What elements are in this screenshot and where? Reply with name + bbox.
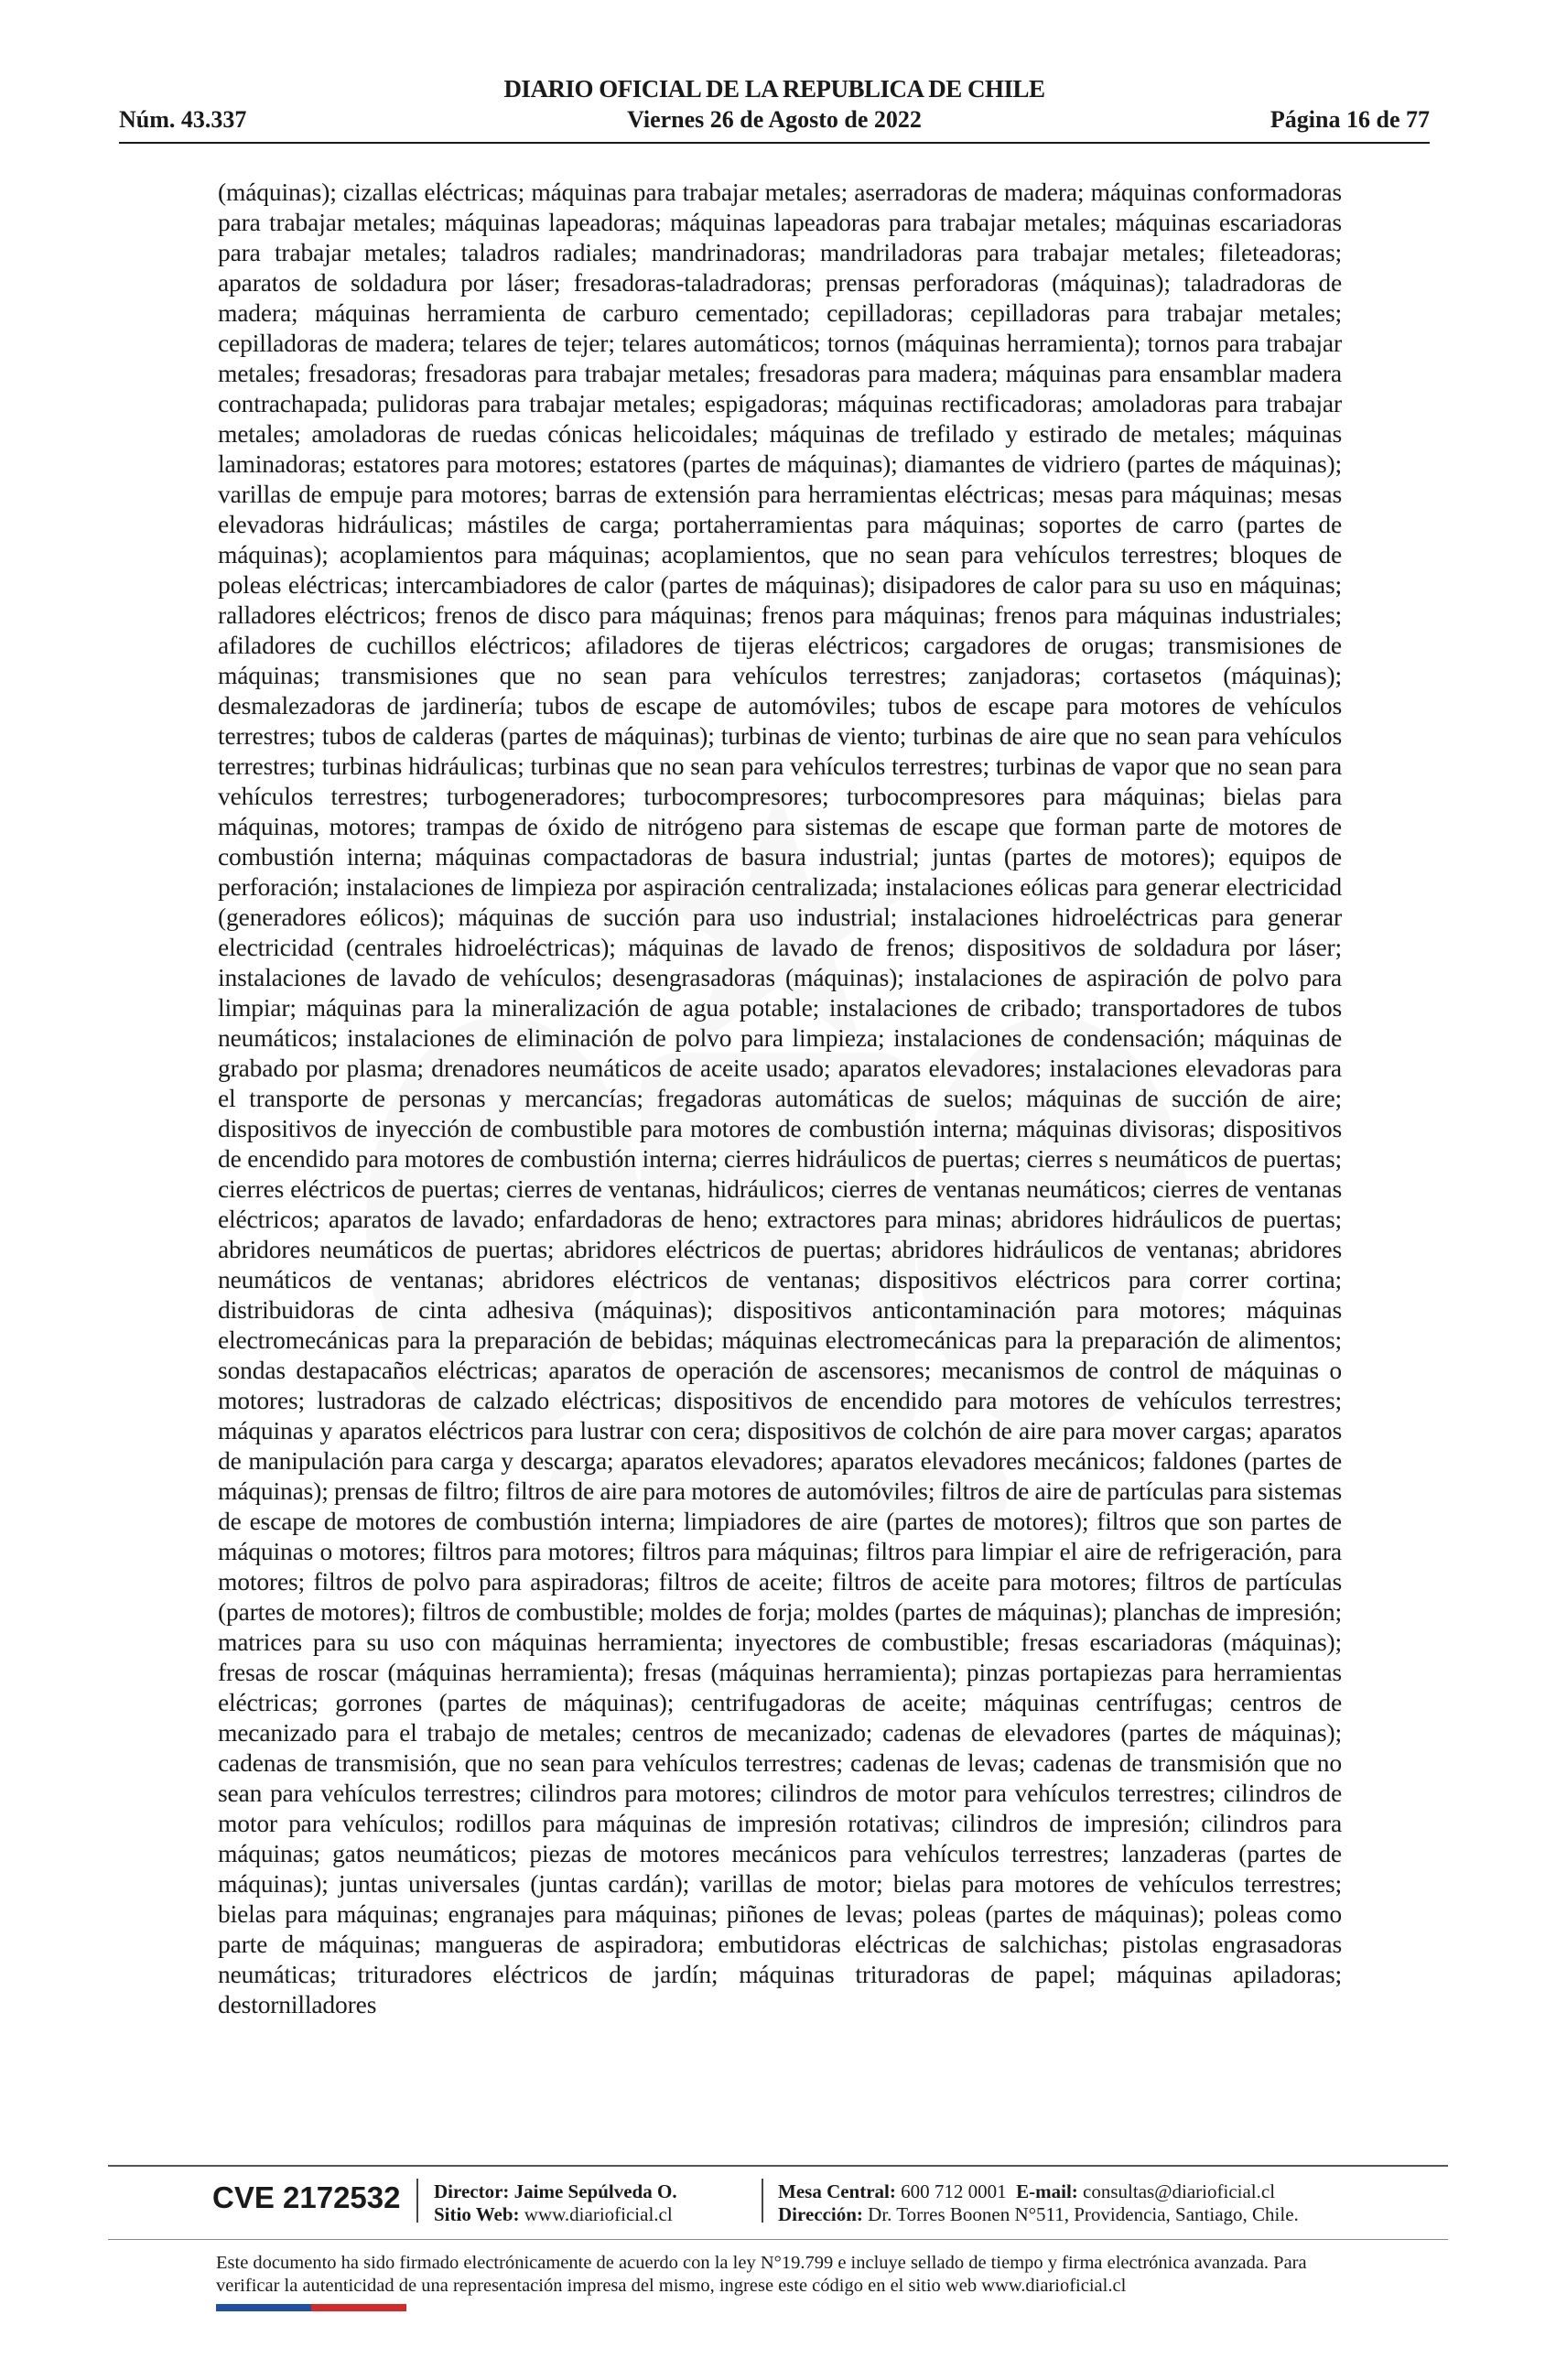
phone-label: Mesa Central: [778, 2180, 896, 2202]
director-info [434, 2180, 677, 2226]
issue-date: Viernes 26 de Agosto de 2022 [627, 106, 922, 133]
website-link[interactable]: www.diarioficial.cl [524, 2203, 673, 2225]
contact-info [778, 2180, 1299, 2226]
address-label: Dirección: [778, 2203, 863, 2225]
document-body-text: (máquinas); cizallas eléctricas; máquinas para trabajar metales; aserradoras de madera; máquinas conformadoras para trabajar metales; máquinas lapeadoras; máquinas lapeadoras para trabajar metales; máquinas escariadoras para trabajar metales; taladros radiales; mandrinadoras; mandriladoras para trabajar metales; fileteadoras; aparatos de soldadura por láser; fresadoras-taladradoras; prensas perforadoras (máquinas); taladradoras de madera; máquinas herramienta de carburo cementado; cepilladoras; cepilladoras para trabajar metales; cepilladoras de madera; telares de tejer; telares automáticos; tornos (máquinas herramienta); tornos para trabajar metales; fresadoras; fresadoras para trabajar metales; fresadoras para madera; máquinas para ensamblar madera contrachapada; pulidoras para trabajar metales; espigadoras; máquinas rectificadoras; amoladoras para trabajar metales; amoladoras de ruedas cónicas helicoidales; máquinas de trefilado y estirado de metales; máquinas laminadoras; estatores para motores; estatores (partes de máquinas); diamantes de vidriero (partes de máquinas); varillas de empuje para motores; barras de extensión para herramientas eléctricas; mesas para máquinas; mesas elevadoras hidráulicas; mástiles de carga; portaherramientas para máquinas; soportes de carro (partes de máquinas); acoplamientos para máquinas; acoplamientos, que no sean para vehículos terrestres; bloques de poleas eléctricas; intercambiadores de calor (partes de máquinas); disipadores de calor para su uso en máquinas; ralladores eléctricos; frenos de disco para máquinas; frenos para máquinas; frenos para máquinas industriales; afiladores de cuchillos eléctricos; afiladores de tijeras eléctricos; cargadores de orugas; transmisiones de máquinas; transmisiones que no sean para vehículos terrestres; zanjadoras; cortasetos (máquinas); desmalezadoras de jardinería; tubos de escape de automóviles; tubos de escape para motores de vehículos terrestres; tubos de calderas (partes de máquinas); turbinas de viento; turbinas de aire que no sean para vehículos terrestres; turbinas hidráulicas; turbinas que no sean para vehículos terrestres; turbinas de vapor que no sean para vehículos terrestres; turbogeneradores; turbocompresores; turbocompresores para máquinas; bielas para máquinas, motores; trampas de óxido de nitrógeno para sistemas de escape que forman parte de motores de combustión interna; máquinas compactadoras de basura industrial; juntas (partes de motores); equipos de perforación; instalaciones de limpieza por aspiración centralizada; instalaciones eólicas para generar electricidad (generadores eólicos); máquinas de succión para uso industrial; instalaciones hidroeléctricas para generar electricidad (centrales hidroeléctricas); máquinas de lavado de frenos; dispositivos de soldadura por láser; instalaciones de lavado de vehículos; desengrasadoras (máquinas); instalaciones de aspiración de polvo para limpiar; máquinas para la mineralización de agua potable; instalaciones de cribado; transportadores de tubos neumáticos; instalaciones de eliminación de polvo para limpieza; instalaciones de condensación; máquinas de grabado por plasma; drenadores neumáticos de aceite usado; aparatos elevadores; instalaciones elevadoras para el transporte de personas y mercancías; fregadoras automáticas de suelos; máquinas de succión de aire; dispositivos de inyección de combustible para motores de combustión interna; máquinas divisoras; dispositivos de encendido para motores de combustión interna; cierres hidráulicos de puertas; cierres s neumáticos de puertas; cierres eléctricos de puertas; cierres de ventanas, hidráulicos; cierres de ventanas neumáticos; cierres de ventanas eléctricos; aparatos de lavado; enfardadoras de heno; extractores para minas; abridores hidráulicos de puertas; abridores neumáticos de puertas; abridores eléctricos de puertas; abridores hidráulicos de ventanas; abridores neumáticos de ventanas; abridores eléctricos de ventanas; dispositivos eléctricos para correr cortina; distribuidoras de cinta adhesiva (máquinas); dispositivos anticontaminación para motores; máquinas electromecánicas para la preparación de bebidas; máquinas electromecánicas para la preparación de alimentos; sondas destapacaños eléctricas; aparatos de operación de ascensores; mecanismos de control de máquinas o motores; lustradoras de calzado eléctricas; dispositivos de encendido para motores de vehículos terrestres; máquinas y aparatos eléctricos para lustrar con cera; dispositivos de colchón de aire para mover cargas; aparatos de manipulación para carga y descarga; aparatos elevadores; aparatos elevadores mecánicos; faldones (partes de máquinas); prensas de filtro; filtros de aire para motores de automóviles; filtros de aire de partículas para sistemas de escape de motores de combustión interna; limpiadores de aire (partes de motores); filtros que son partes de máquinas o motores; filtros para motores; filtros para máquinas; filtros para limpiar el aire de refrigeración, para motores; filtros de polvo para aspiradoras; filtros de aceite; filtros de aceite para motores; filtros de partículas (partes de motores); filtros de combustible; moldes de forja; moldes (partes de máquinas); planchas de impresión; matrices para su uso con máquinas herramienta; inyectores de combustible; fresas escariadoras (máquinas); fresas de roscar (máquinas herramienta); fresas (máquinas herramienta); pinzas portapiezas para herramientas eléctricas; gorrones (partes de máquinas); centrifugadoras de aceite; máquinas centrífugas; centros de mecanizado para el trabajo de metales; centros de mecanizado; cadenas de elevadores (partes de máquinas); cadenas de transmisión, que no sean para vehículos terrestres; cadenas de levas; cadenas de transmisión que no sean para vehículos terrestres; cilindros para motores; cilindros de motor para vehículos terrestres; cilindros de motor para vehículos; rodillos para máquinas de impresión rotativas; cilindros de impresión; cilindros para máquinas; gatos neumáticos; piezas de motores mecánicos para vehículos terrestres; lanzaderas (partes de máquinas); juntas universales (juntas cardán); varillas de motor; bielas para motores de vehículos terrestres; bielas para máquinas; engranajes para máquinas; piñones de levas; poleas (partes de máquinas); poleas como parte de máquinas; mangueras de aspiradora; embutidoras eléctricas de salchichas; pistolas engrasadoras neumáticas; trituradores eléctricos de jardín; máquinas trituradoras de papel; máquinas apiladoras; destornilladores [218, 178, 1342, 2018]
email-link[interactable]: consultas@diarioficial.cl [1083, 2180, 1276, 2202]
footer-divider [108, 2165, 1448, 2167]
flag-stripe [216, 2304, 406, 2311]
phone-value: 600 712 0001 [901, 2180, 1007, 2202]
legal-notice: Este documento ha sido firmado electrónicamente de acuerdo con la ley N°19.799 e incluye sellado de tiempo y firma electrónica avanzada. Para verificar la autenticidad de una representación impresa del mismo, ingrese este código en el sitio web www.diarioficial.cl [216, 2253, 1307, 2296]
footer-divider [108, 2239, 1448, 2240]
footer-separator [416, 2179, 418, 2223]
page-number: Página 16 de 77 [1270, 106, 1430, 133]
director-label: Director: [434, 2180, 510, 2202]
address-value: Dr. Torres Boonen N°511, Providencia, Santiago, Chile. [868, 2203, 1299, 2225]
footer-separator [762, 2179, 763, 2223]
issue-number: Núm. 43.337 [119, 106, 247, 133]
cve-code: CVE 2172532 [212, 2180, 401, 2214]
page-header [119, 75, 1430, 139]
flag-red-stripe [311, 2304, 406, 2311]
email-label: E-mail: [1016, 2180, 1078, 2202]
publication-title: DIARIO OFICIAL DE LA REPUBLICA DE CHILE [503, 75, 1045, 103]
flag-blue-stripe [216, 2304, 311, 2311]
director-name: Jaime Sepúlveda O. [513, 2180, 677, 2202]
header-divider [119, 142, 1430, 144]
website-label: Sitio Web: [434, 2203, 520, 2225]
